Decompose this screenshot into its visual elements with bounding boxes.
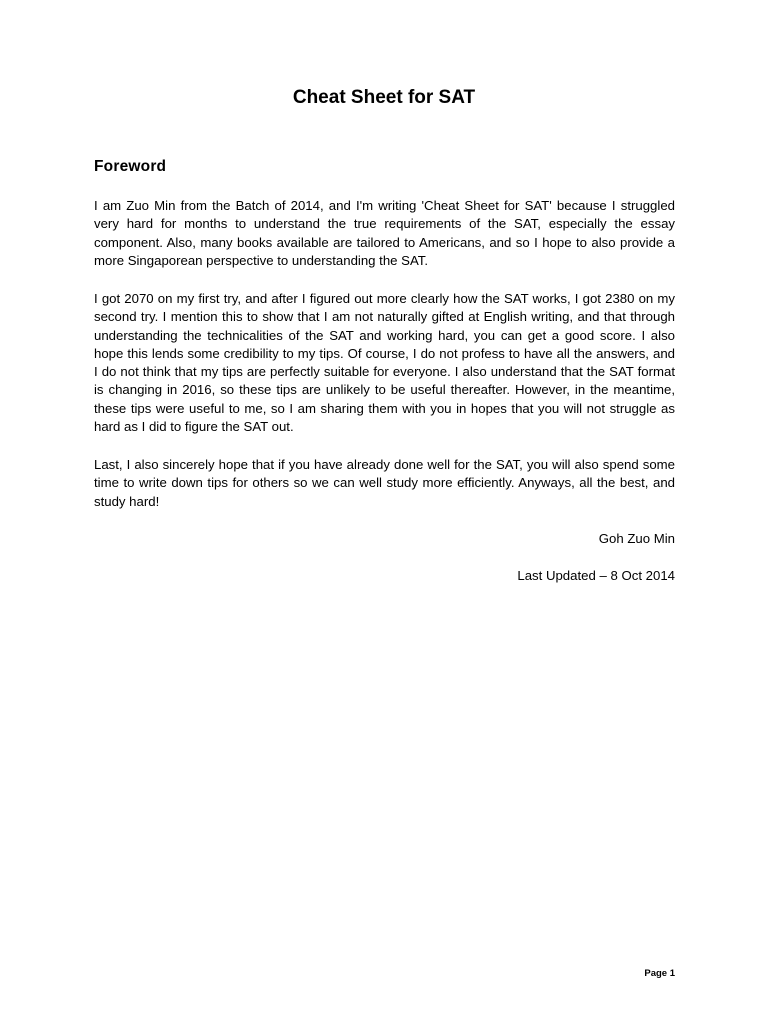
foreword-paragraph-3: Last, I also sincerely hope that if you have already done well for the SAT, you will also spend some time to write down tips for others so we can well study more efficiently. Anyways, all the best, and study hard! xyxy=(94,457,675,509)
section-heading-foreword: Foreword xyxy=(94,158,167,175)
page-number: Page 1 xyxy=(644,968,675,979)
document-title: Cheat Sheet for SAT xyxy=(292,87,476,108)
last-updated-date: Last Updated – 8 Oct 2014 xyxy=(517,568,675,583)
author-signature: Goh Zuo Min xyxy=(598,531,675,546)
foreword-paragraph-1: I am Zuo Min from the Batch of 2014, and I'm writing 'Cheat Sheet for SAT' because I struggled very hard for months to understand the true requirements of the SAT, especially the essay component. Also, many books available are tailored to Americans, and so I hope to also provide a more Singaporean perspective to understanding the SAT. xyxy=(94,198,675,268)
foreword-paragraph-2: I got 2070 on my first try, and after I figured out more clearly how the SAT works, I got 2380 on my second try. I mention this to show that I am not naturally gifted at English writing, and that through understanding the technicalities of the SAT and working hard, you can get a good score. I also hope this lends some credibility to my tips. Of course, I do not profess to have all the answers, and I do not think that my tips are perfectly suitable for everyone. I also understand that the SAT format is changing in 2016, so these tips are unlikely to be useful thereafter. However, in the meantime, these tips were useful to me, so I am sharing them with you in hopes that you will not struggle as hard as I did to figure the SAT out. xyxy=(94,291,675,435)
